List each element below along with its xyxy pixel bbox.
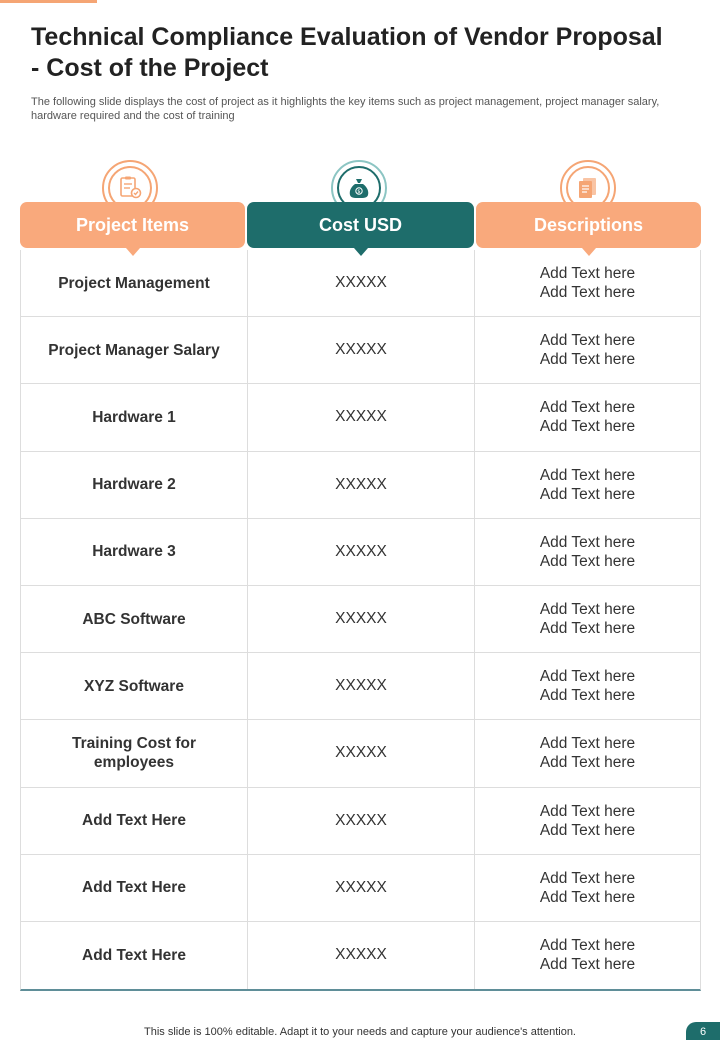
cost-cell: XXXXX xyxy=(248,720,475,786)
page-subtitle: The following slide displays the cost of project as it highlights the key items such as project management, project manager salary, hardware required and the cost of training xyxy=(31,96,660,122)
top-accent-bar xyxy=(0,0,97,3)
description-line: Add Text here xyxy=(539,284,636,302)
project-item-cell: Hardware 3 xyxy=(21,519,248,585)
money-bag-icon xyxy=(346,175,372,201)
page-title: Technical Compliance Evaluation of Vendor Proposal - Cost of the Project xyxy=(31,23,663,82)
description-cell xyxy=(475,317,700,383)
project-item-cell: Add Text Here xyxy=(21,922,248,989)
cost-cell: XXXXX xyxy=(248,452,475,518)
description-line: Add Text here xyxy=(539,399,636,417)
svg-text:$: $ xyxy=(357,189,361,195)
header-project-items: Project Items xyxy=(20,202,245,248)
table-row xyxy=(21,250,700,317)
footer-note: This slide is 100% editable. Adapt it to your needs and capture your audience's attention. xyxy=(144,1026,576,1038)
description-line: Add Text here xyxy=(539,668,636,686)
description-line: Add Text here xyxy=(539,869,636,887)
project-item-cell: Project Manager Salary xyxy=(21,317,248,383)
description-cell xyxy=(475,250,700,316)
description-line: Add Text here xyxy=(539,754,636,772)
description-line: Add Text here xyxy=(539,485,636,503)
description-line: Add Text here xyxy=(539,533,636,551)
project-item-cell: ABC Software xyxy=(21,586,248,652)
description-cell xyxy=(475,519,700,585)
description-line: Add Text here xyxy=(539,466,636,484)
table-row xyxy=(21,317,700,384)
description-line: Add Text here xyxy=(539,552,636,570)
cost-cell: XXXXX xyxy=(248,653,475,719)
description-line: Add Text here xyxy=(539,956,636,974)
description-line: Add Text here xyxy=(539,802,636,820)
checklist-icon xyxy=(117,175,143,201)
description-line: Add Text here xyxy=(539,687,636,705)
table-row xyxy=(21,519,700,586)
description-cell xyxy=(475,452,700,518)
description-cell xyxy=(475,855,700,921)
cost-table xyxy=(20,250,701,991)
header-descriptions: Descriptions xyxy=(476,202,701,248)
cost-cell: XXXXX xyxy=(248,519,475,585)
cost-cell: XXXXX xyxy=(248,317,475,383)
description-cell xyxy=(475,922,700,989)
cost-cell: XXXXX xyxy=(248,384,475,450)
description-cell xyxy=(475,788,700,854)
cost-cell: XXXXX xyxy=(248,250,475,316)
cost-cell: XXXXX xyxy=(248,788,475,854)
cost-cell: XXXXX xyxy=(248,855,475,921)
description-line: Add Text here xyxy=(539,265,636,283)
table-row xyxy=(21,653,700,720)
table-row xyxy=(21,855,700,922)
page-number: 6 xyxy=(686,1022,720,1040)
description-line: Add Text here xyxy=(539,418,636,436)
description-line: Add Text here xyxy=(539,351,636,369)
cost-cell: XXXXX xyxy=(248,586,475,652)
table-row xyxy=(21,586,700,653)
description-line: Add Text here xyxy=(539,821,636,839)
project-item-cell: Add Text Here xyxy=(21,855,248,921)
description-line: Add Text here xyxy=(539,735,636,753)
header-cost-usd: Cost USD xyxy=(247,202,474,248)
table-row xyxy=(21,922,700,989)
project-item-cell: Project Management xyxy=(21,250,248,316)
description-line: Add Text here xyxy=(539,601,636,619)
table-row xyxy=(21,788,700,855)
project-item-cell: XYZ Software xyxy=(21,653,248,719)
description-line: Add Text here xyxy=(539,888,636,906)
description-cell xyxy=(475,586,700,652)
table-row xyxy=(21,452,700,519)
description-cell xyxy=(475,384,700,450)
project-item-cell: Hardware 2 xyxy=(21,452,248,518)
description-line: Add Text here xyxy=(539,332,636,350)
description-line: Add Text here xyxy=(539,937,636,955)
table-row xyxy=(21,384,700,451)
description-cell xyxy=(475,653,700,719)
project-item-cell: Training Cost for employees xyxy=(21,720,248,786)
documents-icon xyxy=(575,175,601,201)
cost-cell: XXXXX xyxy=(248,922,475,989)
project-item-cell: Add Text Here xyxy=(21,788,248,854)
description-cell xyxy=(475,720,700,786)
project-item-cell: Hardware 1 xyxy=(21,384,248,450)
description-line: Add Text here xyxy=(539,620,636,638)
table-row xyxy=(21,720,700,787)
